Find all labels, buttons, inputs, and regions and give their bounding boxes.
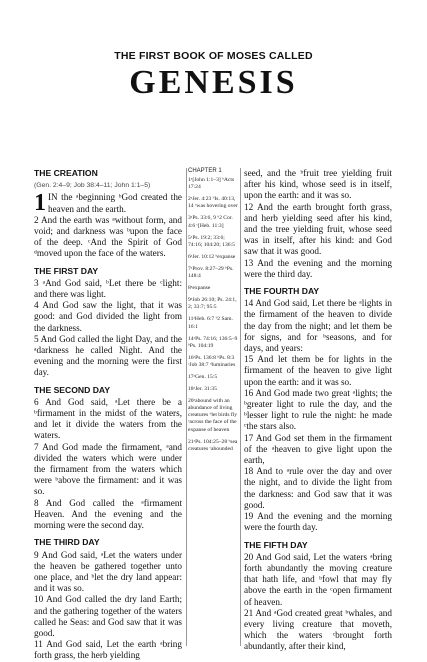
verse-13: 13 And the evening and the morning were the third day. [244, 257, 392, 279]
footnote: 3ᵃPs. 33:6, 9 ᵇ2 Cor. 4:6 ᶜ[Heb. 11:3] [188, 215, 233, 229]
verse-16: 16 And God made two great ᵃlights; the ᵇgreater light to rule the day, and the ᵇlesser light to rule the night: he made ᶜthe stars also. [244, 387, 392, 432]
verse-9: 9 And God said, ᵃLet the waters under the heaven be gathered together unto one place, and ᵇlet the dry land appear: and it was so. [34, 549, 182, 594]
section-heading: THE FOURTH DAY [244, 286, 320, 297]
footnote: 21ᵃPs. 104:25–28 ᵇsea creatures ᶜabounded [188, 438, 238, 452]
section-heading: THE FIFTH DAY [244, 539, 308, 550]
verse-14: 14 And God said, Let there be ᵃlights in the firmament of the heaven to divide the day from the night; and let them be for signs, and for ᵇseasons, and for days, and years: [244, 298, 392, 354]
book-subtitle: THE FIRST BOOK OF MOSES CALLED [114, 50, 313, 62]
verse-4: 4 And God saw the light, that it was good: and God divided the light from the darkness. [34, 300, 182, 333]
verse-11: 11 And God said, Let the earth ᵃbring forth grass, the herb yielding [34, 639, 182, 661]
left-column [34, 168, 182, 662]
verse-5: 5 And God called the light Day, and the ᵃdarkness he called Night. And the evening and the morning were the first day. [34, 333, 182, 378]
verse-12: 12 And the earth brought forth grass, and herb yielding seed after his kind, and the tree yielding fruit, whose seed was in itself, after his kind: and God saw that it was good. [244, 201, 392, 257]
verse-19: 19 And the evening and the morning were the fourth day. [244, 511, 392, 533]
verse-15: 15 And let them be for lights in the firmament of the heaven to give light upon the earth: and it was so. [244, 354, 392, 387]
footnote: 7ᵃProv. 8:27–29 ᵇPs. 148:4 [188, 265, 234, 280]
footnote: 1ᵃ[John 1:1–3] ᵇActs 17:24 [188, 177, 235, 191]
footnote: 5ᵃPs. 19:2; 33:6; 74:16; 104:20; 136:5 [188, 234, 235, 248]
verse-8: 8 And God called the ᵃfirmament Heaven. And the evening and the morning were the second day. [34, 497, 182, 531]
verse-11-continued: seed, and the ᵇfruit tree yielding fruit after his kind, whose seed is in itself, upon the earth: and it was so. [244, 168, 392, 201]
footnote: 14ᵃPs. 74:16; 136:5–9 ᵇPs. 104:19 [188, 335, 238, 349]
book-title: GENESIS [129, 64, 298, 101]
section-heading: THE CREATION [34, 168, 98, 178]
chapter-number: 1 [34, 190, 46, 217]
verse-20: 20 And God said, Let the waters ᵃbring forth abundantly the moving creature that hath life, and ᵇfowl that may fly above the earth in the ᶜopen firmament of heaven. [244, 551, 392, 607]
footnote: 9ᵃJob 26:10; Ps. 24:1, 2; 33:7; 95:5 [188, 297, 237, 311]
verse-2: 2 And the earth was ᵃwithout form, and void; and darkness was ᵇupon the face of the deep. ᶜAnd the Spirit of God ᵈmoved upon the face of the waters. [34, 214, 182, 259]
verse-21: 21 And ᵃGod created great ᵇwhales, and every living creature that moveth, which the waters ᶜbrought forth abundantly, after their kind, [244, 607, 392, 652]
section-heading: THE THIRD DAY [34, 537, 100, 548]
footnote: 20ᵃabound with an abundance of living creatures ᵇlet birds fly ᶜacross the face of the expanse of heaven [188, 398, 238, 433]
footnote: 8ᵃexpanse [188, 285, 211, 292]
verse-6: 6 And God said, ᵃLet there be a ᵇfirmament in the midst of the waters, and let it divide the waters from the waters. [34, 396, 182, 441]
verse-7: 7 And God made the firmament, ᵃand divided the waters which were under the firmament from the waters which were ᵇabove the firmament: and it was so. [34, 441, 182, 497]
footnote: 18ᵃJer. 31:35 [188, 386, 217, 393]
footnote: 6ᵃJer. 10:12 ᵇexpanse [188, 253, 236, 260]
column-divider-left [186, 168, 187, 646]
chapter-label: CHAPTER 1 [188, 168, 222, 174]
verse-17: 17 And God set them in the firmament of the ᵃheaven to give light upon the earth, [244, 432, 392, 466]
verse-10: 10 And God called the dry land Earth; and the gathering together of the waters called he Seas: and God saw that it was good. [34, 594, 182, 638]
right-column [244, 168, 392, 653]
section-heading: THE FIRST DAY [34, 265, 99, 276]
section-heading: THE SECOND DAY [34, 384, 111, 395]
verse-3: 3 ᵃAnd God said, ᵇLet there be ᶜlight: and there was light. [34, 277, 182, 300]
footnote: 17ᵃGen. 15:5 [188, 373, 218, 380]
cross-reference-column [188, 168, 240, 458]
column-divider-right [240, 168, 241, 646]
verse-18: 18 And to ᵃrule over the day and over the night, and to divide the light from the darkness: and God saw that it was good. [244, 466, 392, 510]
section-cross-reference: (Gen. 2:4–9; Job 38:4–11; John 1:1–5) [34, 182, 151, 190]
verse-1: 1 IN the ᵃbeginning ᵇGod created the heaven and the earth. [34, 190, 182, 217]
footnote: 11ᵃHeb. 6:7 ᵇ2 Sam. 16:1 [188, 316, 233, 330]
footnote: 2ᵃJer. 4:23 ᵇIs. 40:13, 14 ᶜwas hovering over [188, 196, 238, 210]
footnote: 16ᵃPs. 136:8 ᵇPs. 8:3 ᶜJob 38:7 ᵈluminaries [188, 354, 236, 368]
